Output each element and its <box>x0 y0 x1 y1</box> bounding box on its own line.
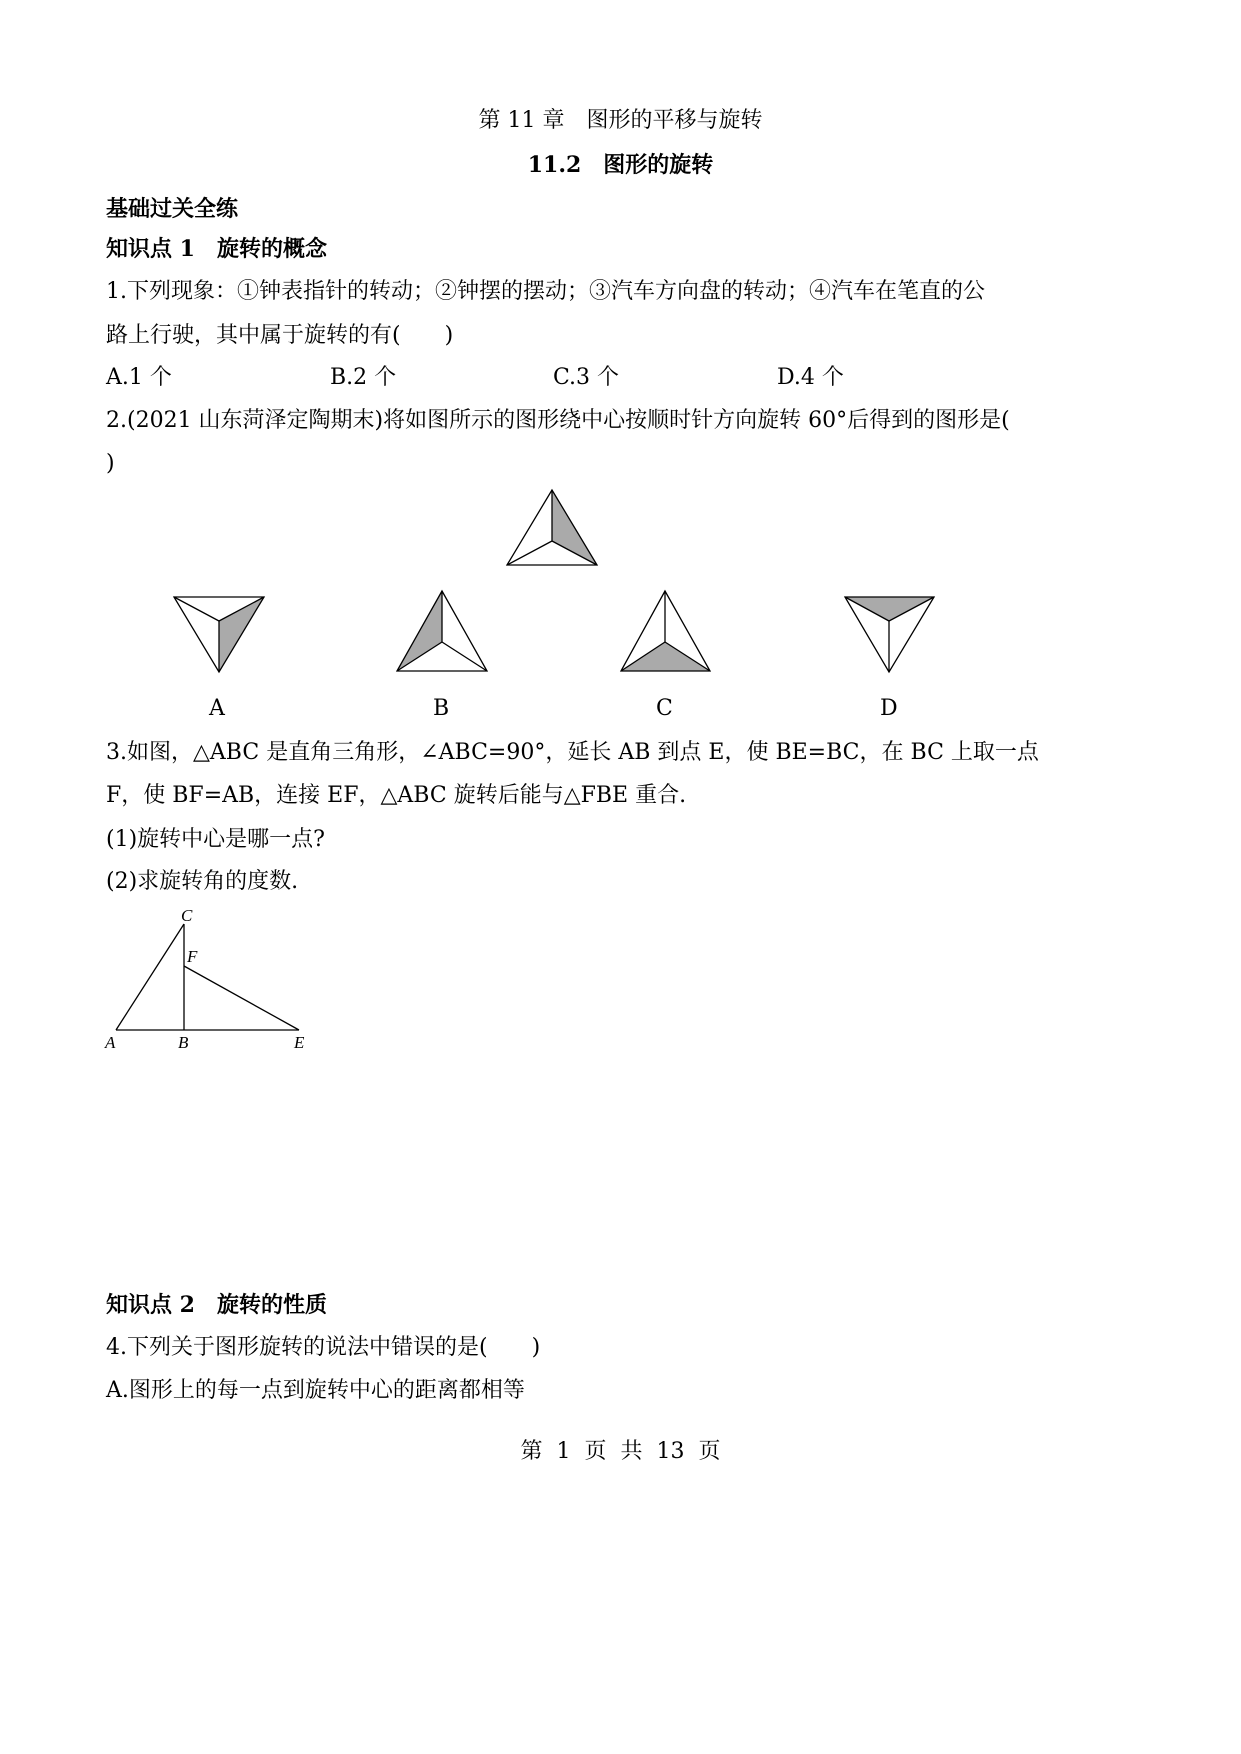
page-footer: 第 1 页 共 13 页 <box>520 1439 721 1464</box>
point-a-label: A <box>105 1033 116 1052</box>
q1-line1: 1.下列现象：①钟表指针的转动；②钟摆的摆动；③汽车方向盘的转动；④汽车在笔直的公 <box>106 279 985 304</box>
point-f-label: F <box>187 947 198 966</box>
q1-line2: 路上行驶，其中属于旋转的有( ) <box>106 323 454 348</box>
q2-label-c: C <box>656 696 673 721</box>
segment-fe <box>184 966 299 1030</box>
q1-option-d: D.4 个 <box>777 365 844 390</box>
q2-label-b: B <box>433 696 450 721</box>
q3-line2: F，使 BF=AB，连接 EF，△ABC 旋转后能与△FBE 重合. <box>106 783 687 808</box>
q3-sub1: (1)旋转中心是哪一点? <box>106 827 325 852</box>
q2-line1: 2.(2021 山东菏泽定陶期末)将如图所示的图形绕中心按顺时针方向旋转 60°后得到的图形是( <box>106 408 1010 433</box>
q3-sub2: (2)求旋转角的度数. <box>106 869 299 894</box>
q1-option-a: A.1 个 <box>106 365 172 390</box>
part-title: 基础过关全练 <box>106 196 239 222</box>
kp2-title: 知识点 2 旋转的性质 <box>106 1292 327 1318</box>
section-title: 11.2 图形的旋转 <box>527 152 714 178</box>
q3-line1: 3.如图，△ABC 是直角三角形，∠ABC=90°，延长 AB 到点 E，使 BE=BC，在 BC 上取一点 <box>106 740 1039 765</box>
point-e-label: E <box>294 1033 305 1052</box>
q4-option-a: A.图形上的每一点到旋转中心的距离都相等 <box>106 1378 525 1403</box>
q1-option-b: B.2 个 <box>330 365 397 390</box>
segment-ac <box>116 924 184 1030</box>
q2-line2: ) <box>106 451 115 476</box>
q2-label-a: A <box>209 696 225 721</box>
point-c-label: C <box>181 906 193 925</box>
kp1-title: 知识点 1 旋转的概念 <box>106 236 327 262</box>
q4-line1: 4.下列关于图形旋转的说法中错误的是( ) <box>106 1335 541 1360</box>
q2-label-d: D <box>880 696 898 721</box>
q1-option-c: C.3 个 <box>553 365 620 390</box>
point-b-label: B <box>178 1033 189 1052</box>
chapter-title: 第 11 章 图形的平移与旋转 <box>478 108 763 133</box>
